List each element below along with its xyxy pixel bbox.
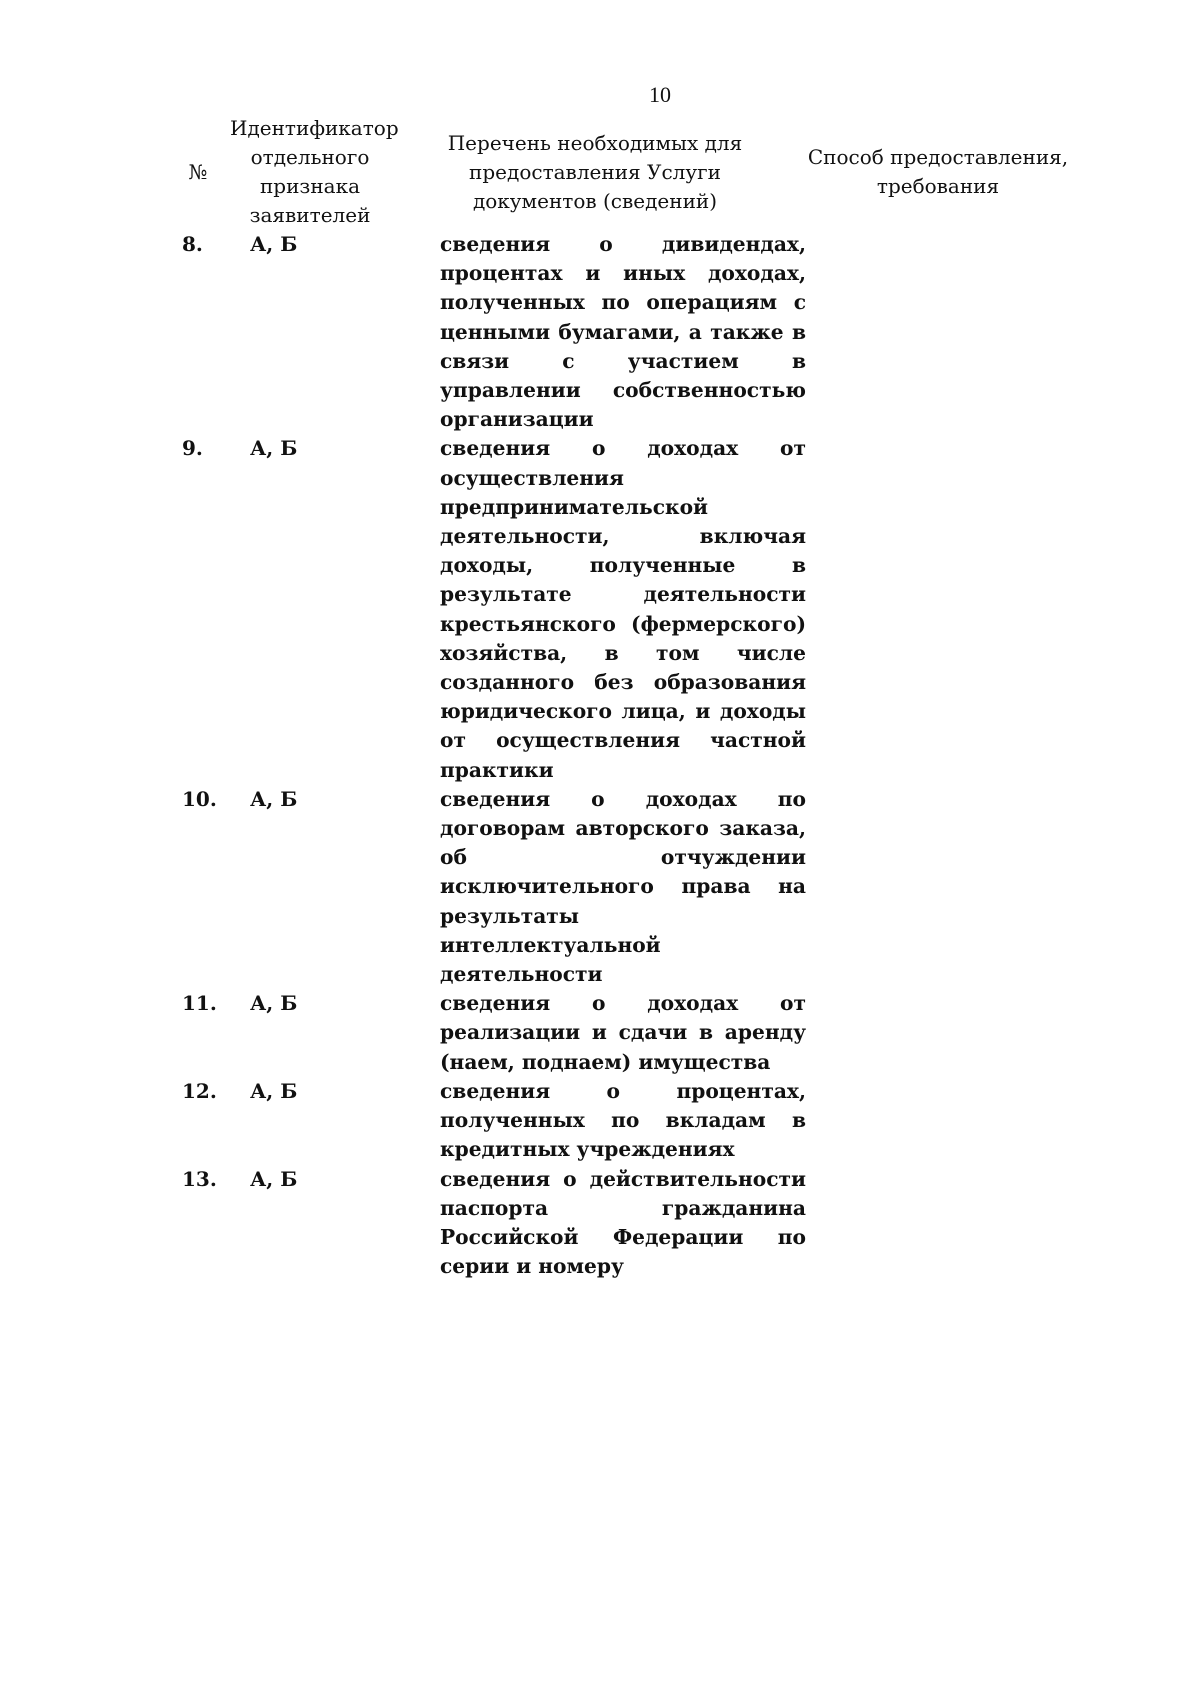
- row-number: 11.: [182, 991, 217, 1016]
- header-method: Способ предоставления, требования: [807, 145, 1069, 198]
- row-number: 10.: [182, 786, 217, 811]
- table-row: [178, 230, 1118, 434]
- row-number: 13.: [182, 1166, 217, 1191]
- row-documents: сведения о дивидендах, процентах и иных доходах, полученных по операциям с ценными бумагами, а также в связи с участием в управлении собственностью организации: [440, 232, 806, 432]
- header-number: №: [188, 159, 208, 184]
- row-documents: сведения о доходах по договорам авторского заказа, об отчуждении исключительного права на результаты интеллектуальной деятельности: [440, 786, 806, 987]
- row-documents: сведения о процентах, полученных по вкладам в кредитных учреждениях: [440, 1078, 806, 1162]
- row-documents: сведения о доходах от реализации и сдачи в аренду (наем, поднаем) имущества: [440, 991, 806, 1074]
- table-row: [178, 1165, 1118, 1282]
- row-documents: сведения о действительности паспорта гражданина Российской Федерации по серии и номеру: [440, 1166, 806, 1279]
- table-header: [178, 116, 1118, 228]
- table-row: [178, 1077, 1118, 1165]
- row-identifier: А, Б: [250, 436, 298, 461]
- row-documents: сведения о доходах от осуществления предпринимательской деятельности, включая доходы, полученные в результате деятельности крестьянского (фермерского) хозяйства, в том числе созданного без образования юридического лица, и доходы от осуществления частной практики: [440, 436, 806, 782]
- documents-table: [178, 116, 1118, 1281]
- table-row: [178, 434, 1118, 784]
- row-number: 8.: [182, 232, 203, 256]
- header-identifier: Идентификатор отдельного признака заявителей: [230, 116, 399, 227]
- row-identifier: А, Б: [250, 1078, 298, 1103]
- row-identifier: А, Б: [250, 232, 298, 256]
- row-identifier: А, Б: [250, 991, 298, 1016]
- table-row: [178, 785, 1118, 989]
- table-row: [178, 989, 1118, 1077]
- row-number: 9.: [182, 436, 203, 461]
- header-documents: Перечень необходимых для предоставления Услуги документов (сведений): [447, 130, 743, 213]
- row-number: 12.: [182, 1078, 217, 1103]
- page-number: 10: [649, 82, 671, 107]
- row-identifier: А, Б: [250, 1166, 298, 1191]
- row-identifier: А, Б: [250, 786, 298, 811]
